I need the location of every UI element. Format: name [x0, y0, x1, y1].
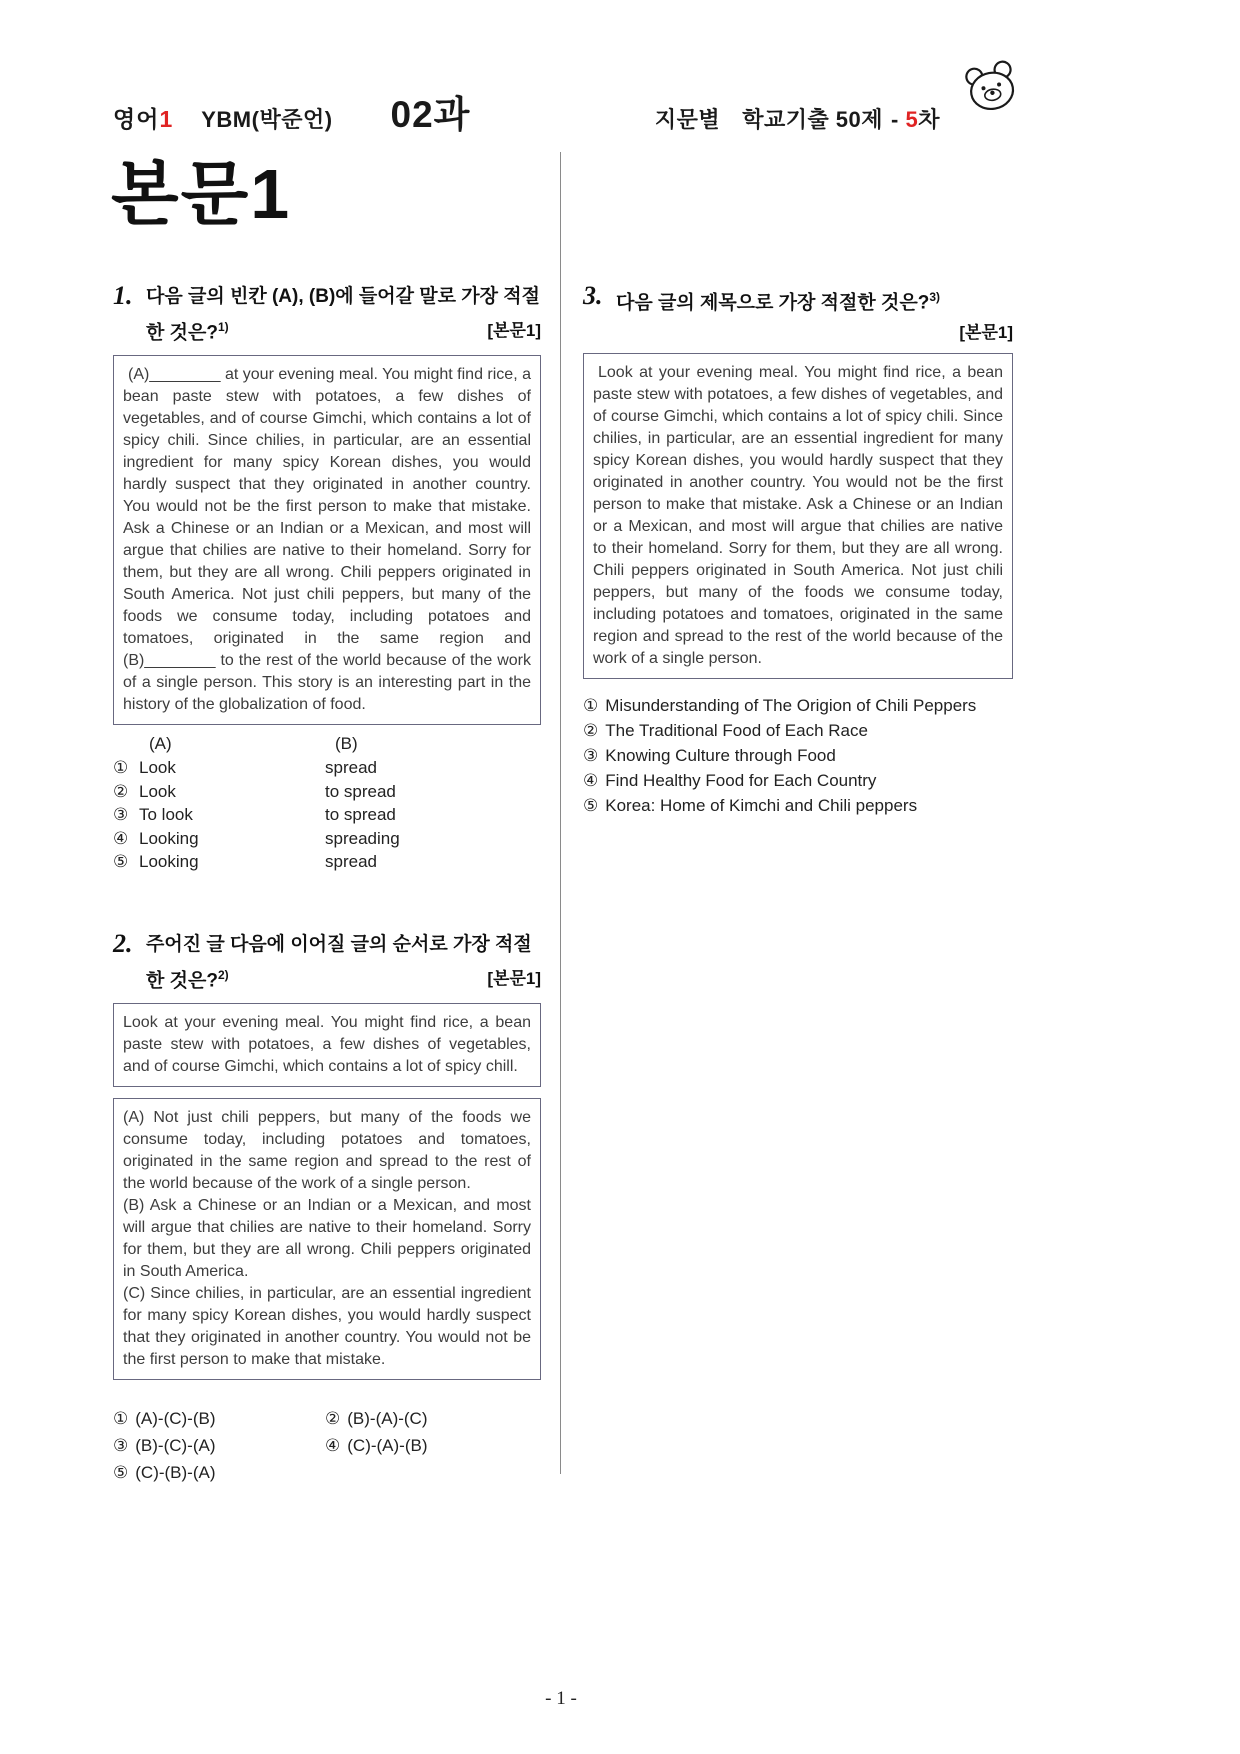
q3-option-2[interactable]	[583, 718, 1013, 743]
question-1-source-tag: [본문1]	[487, 321, 541, 341]
answer-option-2[interactable]	[113, 780, 541, 804]
q2-option-4[interactable]	[325, 1433, 541, 1458]
q2-option-3[interactable]	[113, 1433, 325, 1458]
question-3-stem-wrap	[616, 282, 1013, 346]
answer-option-4[interactable]	[113, 827, 541, 851]
option-a-value: Look	[139, 781, 176, 801]
section-title: 본문1	[111, 155, 292, 233]
option-text: The Traditional Food of Each Race	[605, 721, 868, 741]
option-marker: ②	[583, 721, 599, 741]
answer-option-1[interactable]	[113, 756, 541, 780]
question-3	[583, 282, 1013, 818]
round-number: 5	[905, 107, 919, 132]
option-marker: ③	[583, 746, 599, 766]
col-a-header: (A)	[149, 734, 172, 754]
option-marker: ①	[113, 758, 129, 778]
header-spacer	[113, 732, 139, 756]
left-column	[113, 282, 541, 1485]
option-text: (C)-(B)-(A)	[135, 1463, 216, 1483]
round-suffix: 차	[918, 107, 940, 132]
q2-option-2[interactable]	[325, 1406, 541, 1431]
option-b-value: spread	[325, 852, 377, 872]
subject-label	[113, 101, 173, 134]
paragraph-c: (C) Since chilies, in particular, are an essential ingredient for many spicy Korean dishes, you would hardly suspect that they originated in another country. You would not be the first person to make that mistake.	[123, 1285, 531, 1369]
page-header	[113, 84, 1012, 138]
question-3-passage: Look at your evening meal. You might find rice, a bean paste stew with potatoes, a few dishes of vegetables, and of course Gimchi, which contains a lot of spicy chili. Since chilies, in particular, are an essential ingredient for many spicy Korean dishes, you would hardly suspect that they originated in another country. You would not be the first person to make that mistake. Ask a Chinese or an Indian or a Mexican, and most will argue that chilies are native to their homeland. Sorry for them, but they are all wrong. Chili peppers originated in South America. Not just chili peppers, but many of the foods we consume today, including potatoes and tomatoes, originated in the same region and spread to the rest of the world because of the work of a single person.	[593, 364, 1003, 668]
option-text: (C)-(A)-(B)	[347, 1436, 428, 1456]
option-text: (A)-(C)-(B)	[135, 1409, 216, 1429]
question-3-stem: 다음 글의 제목으로 가장 적절한 것은?	[616, 292, 930, 314]
question-3-source-tag: [본문1]	[959, 323, 1013, 343]
q3-option-4[interactable]	[583, 768, 1013, 793]
paragraph-b: (B) Ask a Chinese or an Indian or a Mexican, and most will argue that chilies are native to their homeland. Sorry for them, but they are all wrong. Chili peppers originated in South America.	[123, 1197, 531, 1281]
dash-text: -	[891, 107, 899, 132]
option-marker: ④	[325, 1436, 341, 1456]
question-1-answer-table	[113, 732, 541, 874]
option-marker: ④	[113, 828, 129, 848]
q3-option-5[interactable]	[583, 793, 1013, 818]
question-1	[113, 282, 541, 874]
question-2-options	[113, 1406, 541, 1485]
option-a-value: Looking	[139, 828, 199, 848]
question-2	[113, 930, 541, 1485]
question-2-number: 2.	[113, 928, 133, 958]
lesson-label: 02과	[390, 94, 471, 135]
option-marker: ③	[113, 1436, 129, 1456]
q3-option-1[interactable]	[583, 693, 1013, 718]
option-marker: ⑤	[583, 796, 599, 816]
question-3-header	[583, 282, 1013, 346]
option-marker: ②	[325, 1409, 341, 1429]
question-2-ordering-box	[113, 1098, 541, 1380]
question-2-header	[113, 930, 541, 996]
option-marker: ②	[113, 781, 129, 801]
question-2-footnote-ref: 2)	[217, 967, 229, 982]
option-text: Knowing Culture through Food	[605, 746, 836, 766]
option-b-value: to spread	[325, 781, 396, 801]
answer-option-3[interactable]	[113, 803, 541, 827]
q2-option-1[interactable]	[113, 1406, 325, 1431]
question-3-footnote-ref: 3)	[929, 290, 940, 304]
option-text: Misunderstanding of The Origion of Chili Peppers	[605, 696, 977, 716]
option-marker: ④	[583, 771, 599, 791]
question-1-header	[113, 282, 541, 348]
page-number: - 1 -	[545, 1688, 577, 1709]
question-2-source-tag: [본문1]	[487, 969, 541, 989]
exam-info-label	[655, 103, 940, 134]
question-1-stem: 다음 글의 빈칸 (A), (B)에 들어갈 말로 가장 적절한 것은?	[146, 286, 540, 344]
q3-option-3[interactable]	[583, 743, 1013, 768]
option-marker: ①	[583, 696, 599, 716]
subject-number: 1	[159, 106, 174, 132]
option-marker: ⑤	[113, 852, 129, 872]
question-2-stem: 주어진 글 다음에 이어질 글의 순서로 가장 적절한 것은?	[146, 933, 532, 992]
exam-type-text: 지문별	[654, 107, 721, 132]
column-divider	[560, 152, 561, 1474]
option-text: (B)-(C)-(A)	[135, 1436, 216, 1456]
question-1-passage-box	[113, 355, 541, 725]
option-marker: ①	[113, 1409, 129, 1429]
question-2-given-passage: Look at your evening meal. You might find rice, a bean paste stew with potatoes, a few dishes of vegetables, and of course Gimchi, which contains a lot of spicy chill.	[123, 1014, 531, 1076]
option-a-value: Look	[139, 758, 176, 778]
question-3-number: 3.	[583, 281, 603, 310]
right-column	[583, 282, 1013, 818]
answer-option-5[interactable]	[113, 850, 541, 874]
option-a-value: Looking	[139, 852, 199, 872]
question-1-stem-wrap	[146, 282, 541, 348]
option-marker: ⑤	[113, 1463, 129, 1483]
option-a-value: To look	[139, 805, 193, 825]
question-1-footnote-ref: 1)	[217, 320, 229, 334]
question-3-options	[583, 693, 1013, 818]
answer-table-header	[113, 732, 541, 756]
question-2-stem-wrap	[146, 930, 541, 996]
option-b-value: spread	[325, 758, 377, 778]
option-text: Korea: Home of Kimchi and Chili peppers	[605, 796, 918, 816]
option-b-value: spreading	[325, 828, 400, 848]
question-3-passage-box	[583, 353, 1013, 679]
col-b-header: (B)	[335, 734, 358, 754]
paragraph-a: (A) Not just chili peppers, but many of the foods we consume today, including potatoes and tomatoes, originated in the same region and spread to the rest of the world because of the work of a single person.	[123, 1109, 531, 1193]
option-text: Find Healthy Food for Each Country	[605, 771, 877, 791]
question-1-number: 1.	[113, 281, 133, 310]
option-b-value: to spread	[325, 805, 396, 825]
exam-set-text: 학교기출 50제	[742, 107, 884, 132]
option-marker: ③	[113, 805, 129, 825]
bear-icon	[957, 57, 1024, 123]
question-2-given-box	[113, 1003, 541, 1087]
q2-option-5[interactable]	[113, 1460, 325, 1485]
subject-text: 영어	[113, 106, 160, 132]
question-1-passage: (A)________ at your evening meal. You might find rice, a bean paste stew with potatoes, a few dishes of vegetables, and of course Gimchi, which contains a lot of spicy chili. Since chilies, in particular, are an essential ingredient for many spicy Korean dishes, you would hardly suspect that they originated in another country. You would not be the first person to make that mistake. Ask a Chinese or an Indian or a Mexican, and most will argue that chilies are native to their homeland. Sorry for them, but they are all wrong. Chili peppers originated in South America. Not just chili peppers, but many of the foods we consume today, including potatoes and tomatoes, originated in the same region and (B)________ to the rest of the world because of the work of a single person. This story is an interesting part in the history of the globalization of food.	[123, 366, 531, 714]
publisher-label: YBM(박준언)	[201, 107, 333, 132]
option-text: (B)-(A)-(C)	[347, 1409, 428, 1429]
